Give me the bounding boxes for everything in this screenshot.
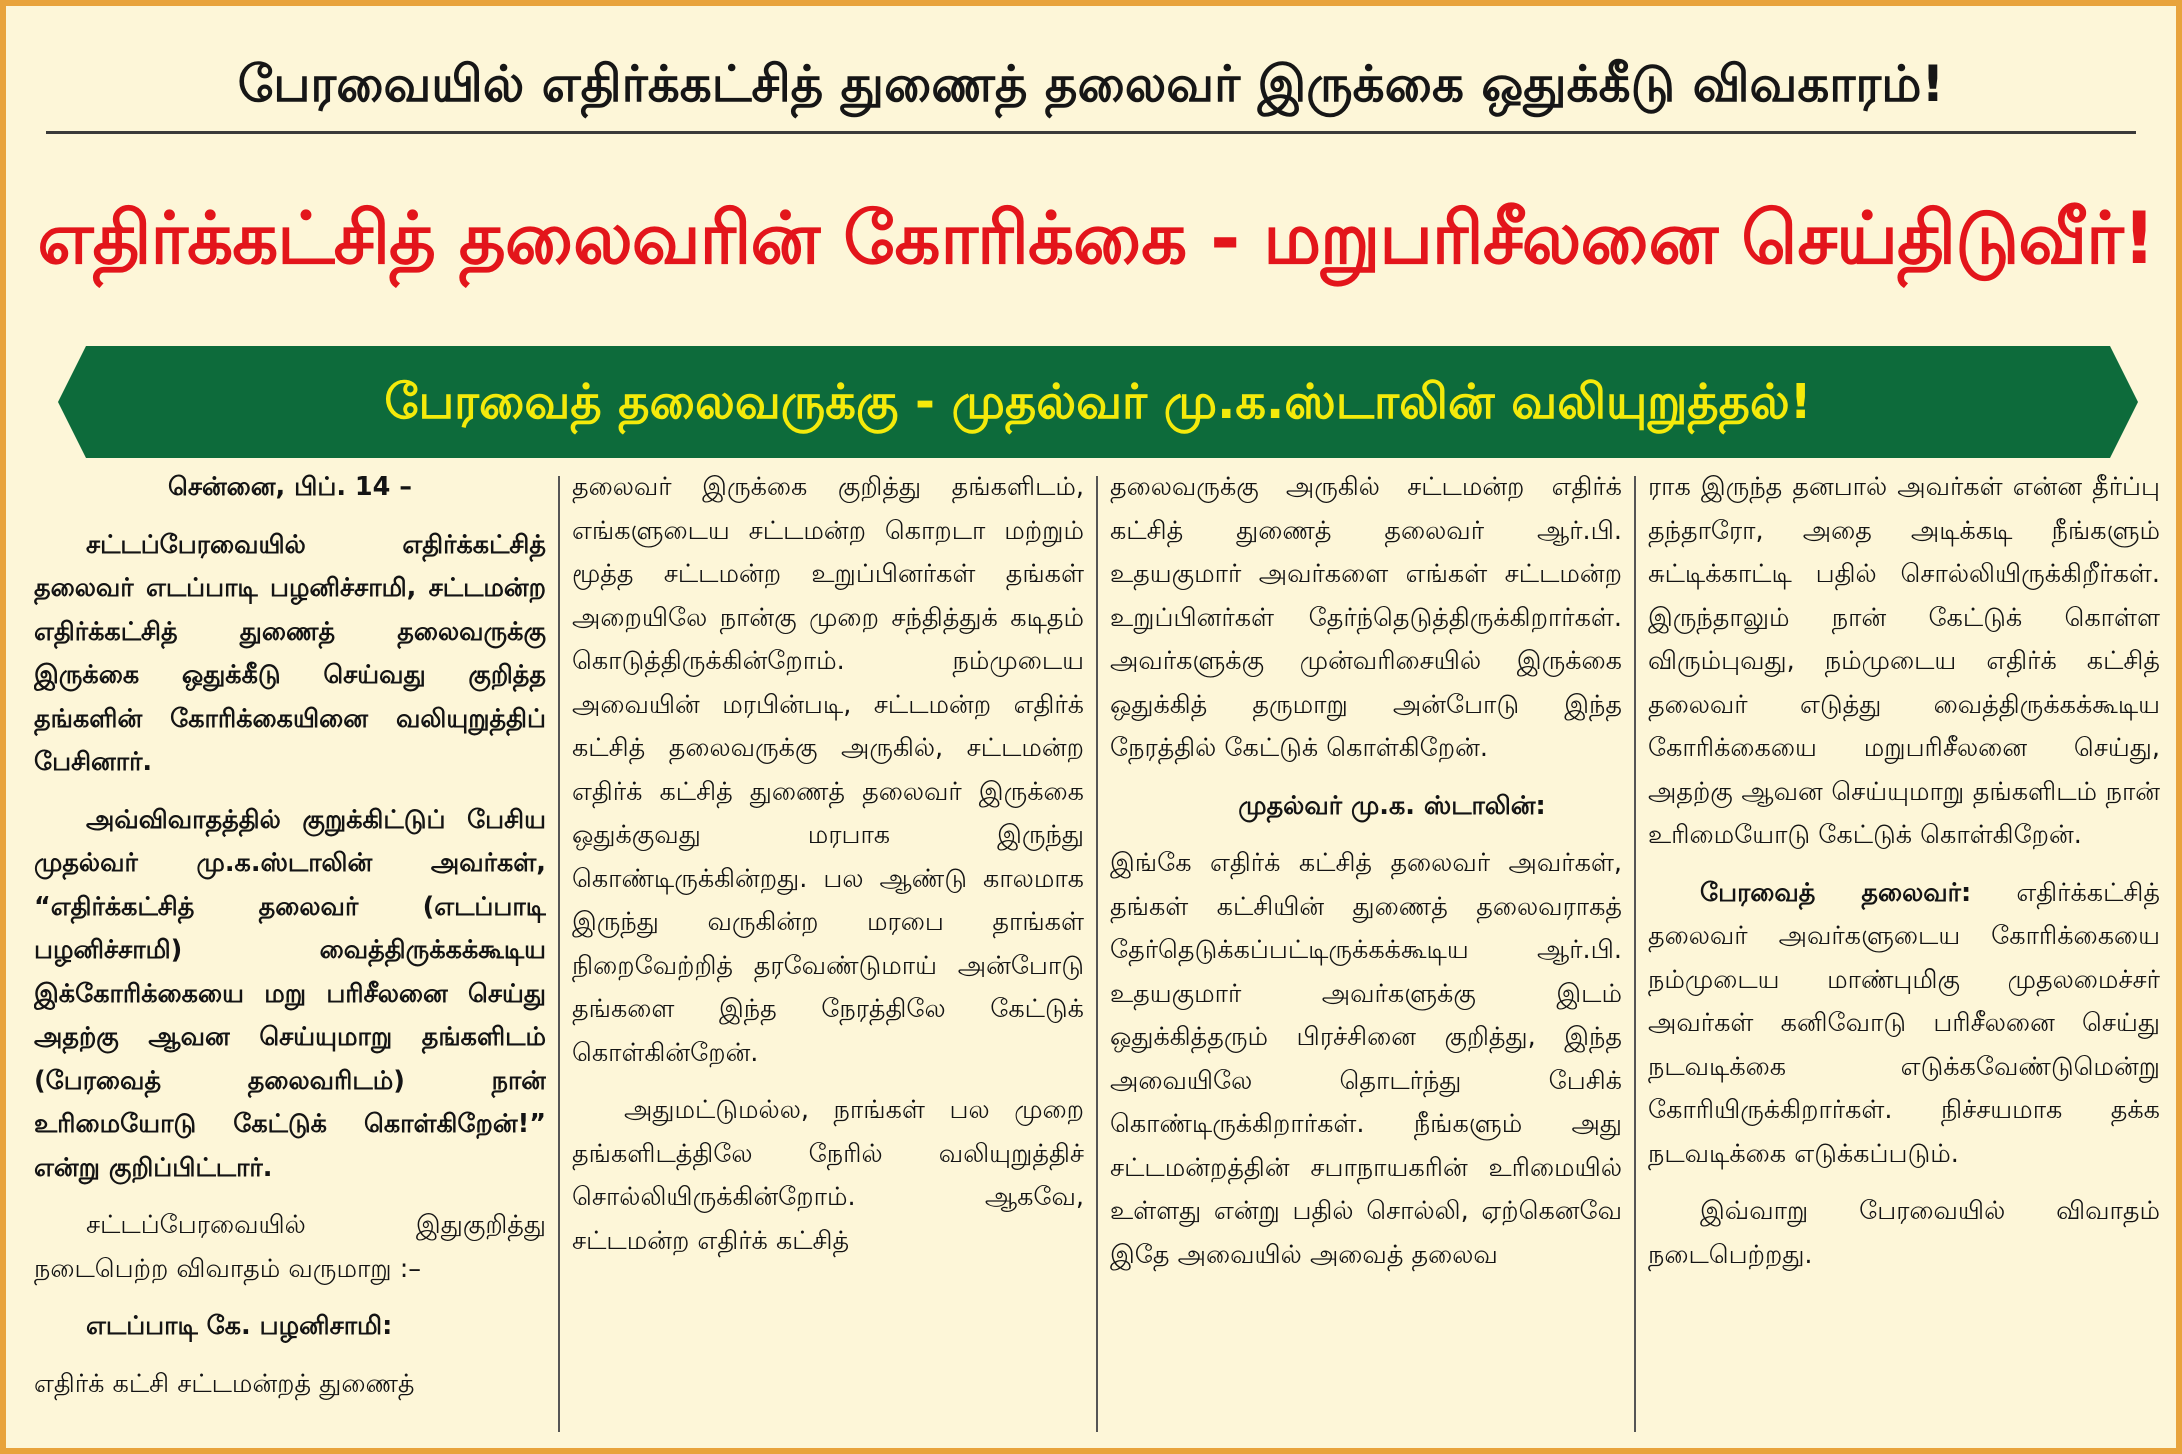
column-divider: [1096, 476, 1098, 1432]
paragraph: அதுமட்டுமல்ல, நாங்கள் பல முறை தங்களிடத்திலே நேரில் வலியுறுத்திச் சொல்லியிருக்கின்றோம். ஆகவே, சட்டமன்ற எதிர்க் கட்சித்: [572, 1095, 1084, 1256]
speaker-label: முதல்வர் மு.க. ஸ்டாலின்:: [1238, 790, 1546, 821]
paragraph: தலைவருக்கு அருகில் சட்டமன்ற எதிர்க் கட்சித் துணைத் தலைவர் ஆர்.பி. உதயகுமார் அவர்களை எங்கள் சட்டமன்ற உறுப்பினர்கள் தேர்ந்தெடுத்திருக்கிறார்கள். அவர்களுக்கு முன்வரிசையில் இருக்கை ஒதுக்கித் தருமாறு அன்போடு இந்த நேரத்தில் கேட்டுக் கொள்கிறேன்.: [1110, 472, 1622, 763]
article-column-3: [1110, 466, 1622, 1432]
article-column-4: [1648, 466, 2160, 1432]
sub-headline-banner: [58, 346, 2138, 458]
paragraph: ராக இருந்த தனபால் அவர்கள் என்ன தீர்ப்பு தந்தாரோ, அதை அடிக்கடி நீங்களும் சுட்டிக்காட்டி பதில் சொல்லியிருக்கிறீர்கள். இருந்தாலும் நான் கேட்டுக் கொள்ள விரும்புவது, நம்முடைய எதிர்க் கட்சித் தலைவர் எடுத்து வைத்திருக்கக்கூடிய கோரிக்கையை மறுபரிசீலனை செய்து, அதற்கு ஆவன செய்யுமாறு தங்களிடம் நான் உரிமையோடு கேட்டுக் கொள்கிறேன்.: [1648, 472, 2160, 850]
paragraph: சட்டப்பேரவையில் இதுகுறித்து நடைபெற்ற விவாதம் வருமாறு :–: [34, 1210, 546, 1284]
article-column-1: [34, 466, 546, 1432]
paragraph: எதிர்க் கட்சி சட்டமன்றத் துணைத்: [34, 1368, 415, 1399]
paragraph: சட்டப்பேரவையில் எதிர்க்கட்சித் தலைவர் எடப்பாடி பழனிச்சாமி, சட்டமன்ற எதிர்க்கட்சித் துணைத் தலைவருக்கு இருக்கை ஒதுக்கீடு செய்வது குறித்த தங்களின் கோரிக்கையினை வலியுறுத்திப் பேசினார்.: [34, 529, 546, 777]
paragraph-text: எதிர்க்கட்சித் தலைவர் அவர்களுடைய கோரிக்கையை நம்முடைய மாண்புமிகு முதலமைச்சர் அவர்கள் கனிவோடு பரிசீலனை செய்து நடவடிக்கை எடுக்கவேண்டுமென்று கோரியிருக்கிறார்கள். நிச்சயமாக தக்க நடவடிக்கை எடுக்கப்படும்.: [1648, 877, 2160, 1169]
kicker-headline: பேரவையில் எதிர்க்கட்சித் துணைத் தலைவர் இருக்கை ஒதுக்கீடு விவகாரம்!: [46, 34, 2136, 134]
column-divider: [558, 476, 560, 1432]
speaker-label: பேரவைத் தலைவர்:: [1700, 877, 1972, 908]
sub-headline-text: பேரவைத் தலைவருக்கு - முதல்வர் மு.க.ஸ்டாலின் வலியுறுத்தல்!: [384, 374, 1812, 430]
dateline: சென்னை, பிப். 14 –: [167, 472, 413, 502]
column-divider: [1634, 476, 1636, 1432]
paragraph: அவ்விவாதத்தில் குறுக்கிட்டுப் பேசிய முதல்வர் மு.க.ஸ்டாலின் அவர்கள், “எதிர்க்கட்சித் தலைவர் (எடப்பாடி பழனிச்சாமி) வைத்திருக்கக்கூடிய இக்கோரிக்கையை மறு பரிசீலனை செய்து அதற்கு ஆவன செய்யுமாறு தங்களிடம் (பேரவைத் தலைவரிடம்) நான் உரிமையோடு கேட்டுக் கொள்கிறேன்!” என்று குறிப்பிட்டார்.: [34, 804, 546, 1183]
paragraph: [1648, 872, 2160, 1177]
paragraph: தலைவர் இருக்கை குறித்து தங்களிடம், எங்களுடைய சட்டமன்ற கொறடா மற்றும் மூத்த சட்டமன்ற உறுப்பினர்கள் தங்கள் அறையிலே நான்கு முறை சந்தித்துக் கடிதம் கொடுத்திருக்கின்றோம். நம்முடைய அவையின் மரபின்படி, சட்டமன்ற எதிர்க் கட்சித் தலைவருக்கு அருகில், சட்டமன்ற எதிர்க் கட்சித் துணைத் தலைவர் இருக்கை ஒதுக்குவது மரபாக இருந்து கொண்டிருக்கின்றது. பல ஆண்டு காலமாக இருந்து வருகின்ற மரபை தாங்கள் நிறைவேற்றித் தரவேண்டுமாய் அன்போடு தங்களை இந்த நேரத்திலே கேட்டுக் கொள்கின்றேன்.: [572, 472, 1084, 1068]
paragraph: இங்கே எதிர்க் கட்சித் தலைவர் அவர்கள், தங்கள் கட்சியின் துணைத் தலைவராகத் தேர்தெடுக்கப்பட்டிருக்கக்கூடிய ஆர்.பி. உதயகுமார் அவர்களுக்கு இடம் ஒதுக்கித்தரும் பிரச்சினை குறித்து, இந்த அவையிலே தொடர்ந்து பேசிக் கொண்டிருக்கிறார்கள். நீங்களும் அது சட்டமன்றத்தின் சபாநாயகரின் உரிமையில் உள்ளது என்று பதில் சொல்லி, ஏற்கெனவே இதே அவையில் அவைத் தலைவ: [1110, 848, 1622, 1270]
main-headline: எதிர்க்கட்சித் தலைவரின் கோரிக்கை - மறுபரிசீலனை செய்திடுவீர்!: [37, 196, 2155, 280]
paragraph: இவ்வாறு பேரவையில் விவாதம் நடைபெற்றது.: [1648, 1196, 2160, 1270]
article-body: [34, 466, 2160, 1432]
speaker-label: எடப்பாடி கே. பழனிசாமி:: [86, 1311, 393, 1341]
article-column-2: [572, 466, 1084, 1432]
